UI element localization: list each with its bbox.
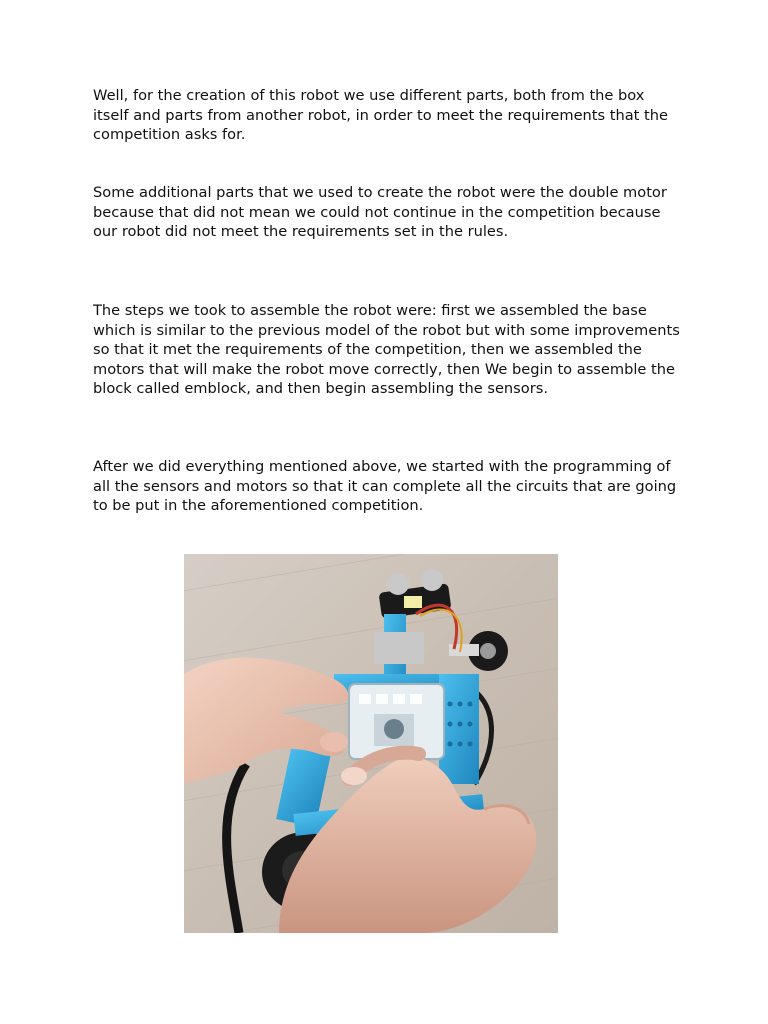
robot-assembly-photo (184, 554, 558, 933)
paragraph-additional-parts: Some additional parts that we used to create the robot were the double motor because that did not mean we could not continue in the competition because our robot did not meet the requirements set in the rules. (93, 184, 667, 241)
paragraph-parts-used: Well, for the creation of this robot we use different parts, both from the box itself and parts from another robot, in order to meet the requirements that the competition asks for. (93, 87, 668, 144)
paragraph-programming: After we did everything mentioned above, we started with the programming of all the sensors and motors so that it can complete all the circuits that are going to be put in the aforementioned competition. (93, 458, 677, 515)
paragraph-assembly-steps: The steps we took to assemble the robot were: first we assembled the base which is similar to the previous model of the robot but with some improvements so that it met the requirements of the competition, then we assembled the motors that will make the robot move correctly, then We begin to assemble the block called emblock, and then begin assembling the sensors. (93, 302, 680, 398)
